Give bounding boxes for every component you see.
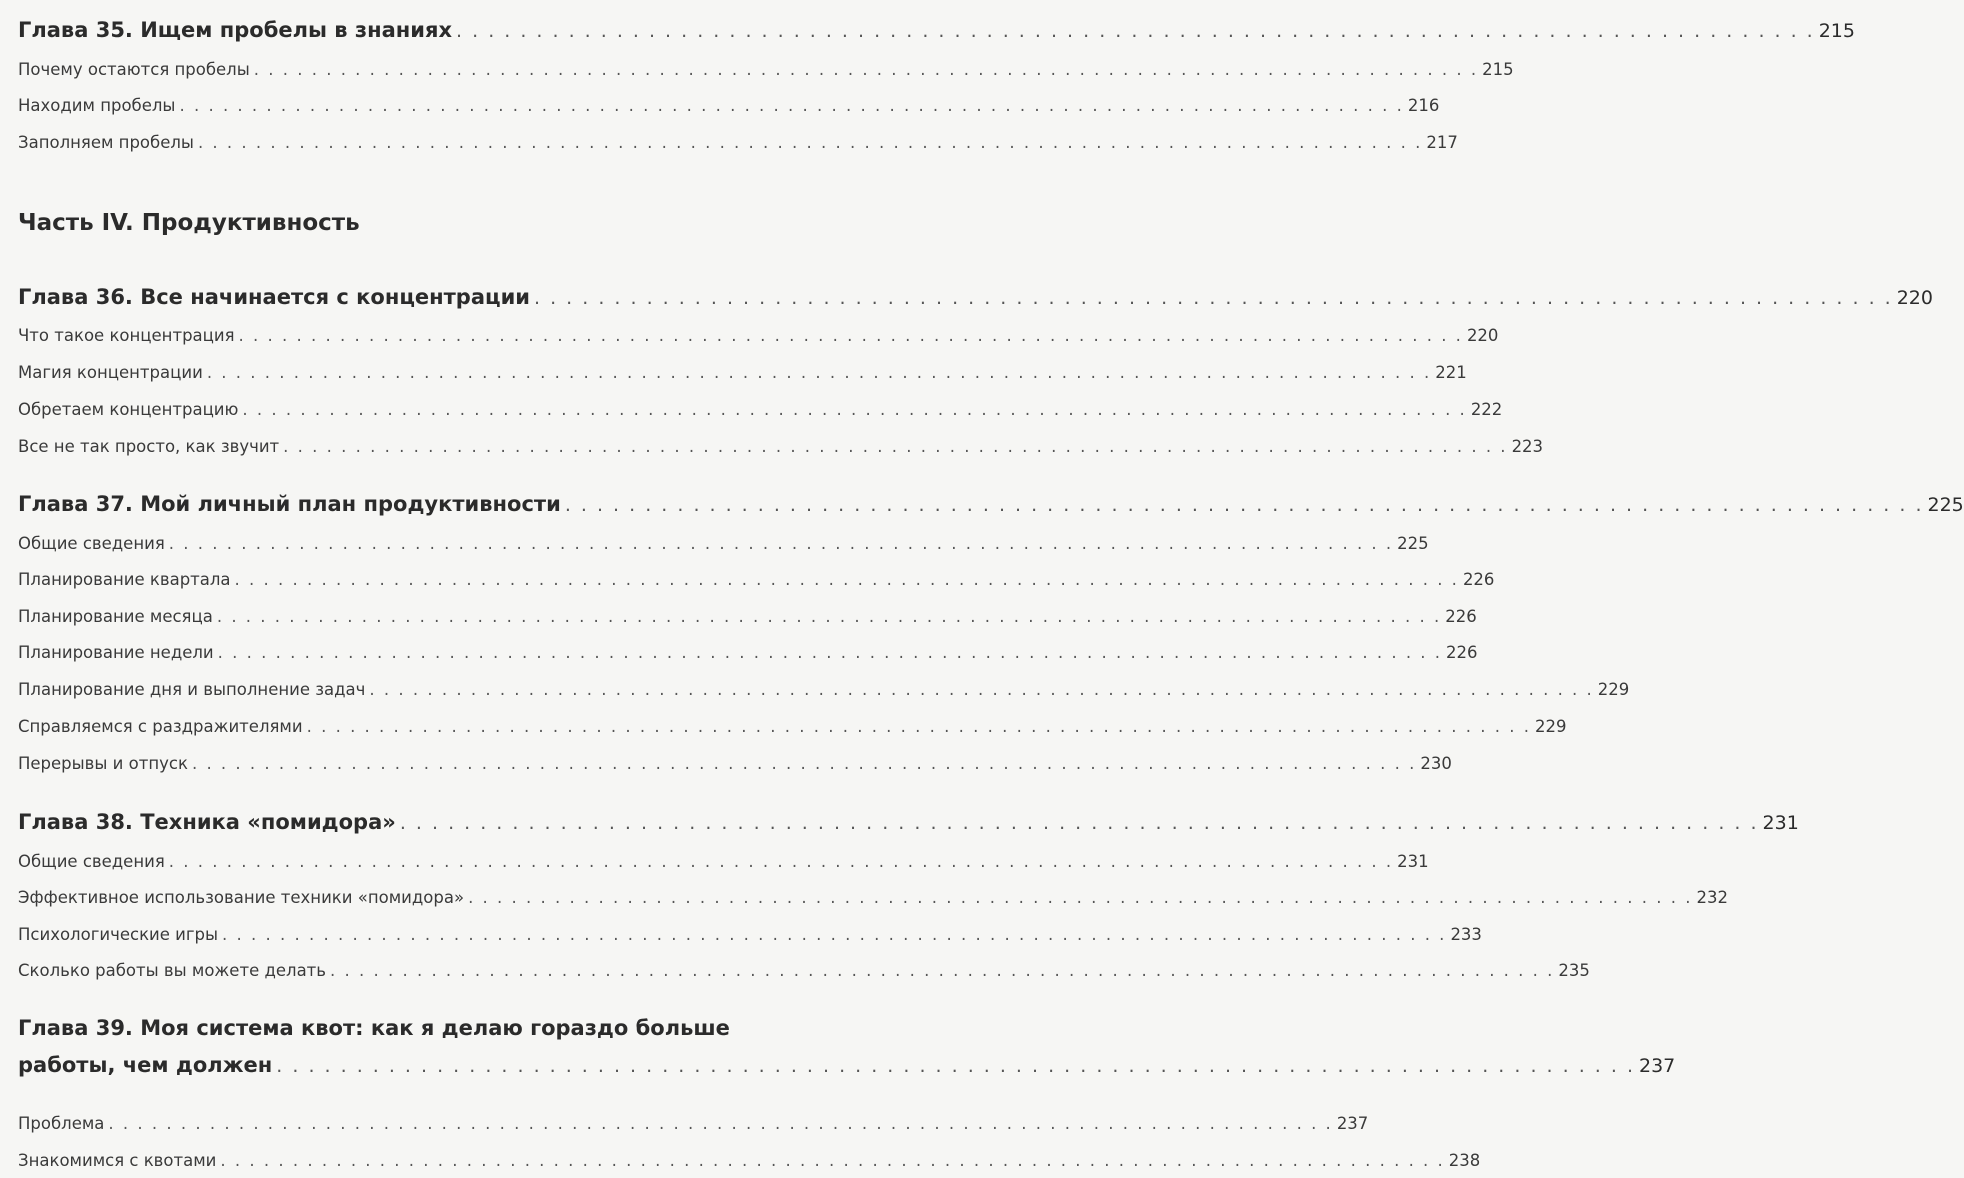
page-number: 226 <box>1462 570 1495 589</box>
dot-leader: . . . . . . . . . . . . . . . . . . . . . . . . . . . . . . . . . . . . . . . . . . . . . . . . . . . . . . . . . . . . . . . . . . . . . . . . . . . . . . . . . . . . . <box>399 812 1759 834</box>
page-number: 229 <box>1534 717 1567 736</box>
chapter-title: Глава 36. Все начинается с концентрации <box>18 285 531 309</box>
toc-chapter-entry[interactable] <box>18 285 1933 309</box>
toc-section-entry[interactable] <box>18 400 1503 419</box>
section-title: Проблема <box>18 1114 105 1133</box>
dot-leader: . . . . . . . . . . . . . . . . . . . . . . . . . . . . . . . . . . . . . . . . . . . . . . . . . . . . . . . . . . . . . . . . . . . . . . . . . . . . . . . . . . . . . <box>168 534 1394 553</box>
dot-leader: . . . . . . . . . . . . . . . . . . . . . . . . . . . . . . . . . . . . . . . . . . . . . . . . . . . . . . . . . . . . . . . . . . . . . . . . . . . . . . . . . . . . . <box>168 852 1394 871</box>
toc-section-entry[interactable] <box>18 570 1495 589</box>
page-number: 226 <box>1445 607 1477 626</box>
dot-leader: . . . . . . . . . . . . . . . . . . . . . . . . . . . . . . . . . . . . . . . . . . . . . . . . . . . . . . . . . . . . . . . . . . . . . . . . . . . . . . . . . . . . . <box>222 925 1447 944</box>
toc-section-entry[interactable] <box>18 925 1482 944</box>
toc-section-entry[interactable] <box>18 643 1478 662</box>
dot-leader: . . . . . . . . . . . . . . . . . . . . . . . . . . . . . . . . . . . . . . . . . . . . . . . . . . . . . . . . . . . . . . . . . . . . . . . . . . . . . . . . . . . . . <box>238 326 1463 345</box>
page-number: 217 <box>1426 133 1458 152</box>
page-number: 231 <box>1397 852 1429 871</box>
toc-section-entry[interactable] <box>18 888 1728 907</box>
page-number: 226 <box>1446 643 1478 662</box>
page-number: 237 <box>1336 1114 1369 1133</box>
toc-section-entry[interactable] <box>18 133 1458 152</box>
chapter-title-continued: работы, чем должен <box>18 1053 273 1077</box>
dot-leader: . . . . . . . . . . . . . . . . . . . . . . . . . . . . . . . . . . . . . . . . . . . . . . . . . . . . . . . . . . . . . . . . . . . . . . . . . . . . . . . . . . . . . <box>108 1114 1333 1133</box>
section-title: Знакомимся с квотами <box>18 1151 217 1170</box>
chapter-title: Глава 39. Моя система квот: как я делаю гораздо больше <box>18 1016 730 1040</box>
toc-section-entry[interactable] <box>18 326 1499 345</box>
section-title: Все не так просто, как звучит <box>18 437 280 456</box>
dot-leader: . . . . . . . . . . . . . . . . . . . . . . . . . . . . . . . . . . . . . . . . . . . . . . . . . . . . . . . . . . . . . . . . . . . . . . . . . . . . . . . . . . . . . <box>220 1151 1445 1170</box>
section-title: Обретаем концентрацию <box>18 400 239 419</box>
toc-section-entry[interactable] <box>18 1151 1481 1170</box>
page-number: 237 <box>1638 1055 1676 1077</box>
page-number: 220 <box>1896 287 1933 309</box>
page-number: 229 <box>1597 680 1630 699</box>
toc-section-entry[interactable] <box>18 961 1590 980</box>
toc-chapter-entry[interactable] <box>18 1053 1676 1077</box>
dot-leader: . . . . . . . . . . . . . . . . . . . . . . . . . . . . . . . . . . . . . . . . . . . . . . . . . . . . . . . . . . . . . . . . . . . . . . . . . . . . . . . . . . . . . <box>216 607 1442 626</box>
chapter-title: Глава 37. Мой личный план продуктивности <box>18 492 561 516</box>
dot-leader: . . . . . . . . . . . . . . . . . . . . . . . . . . . . . . . . . . . . . . . . . . . . . . . . . . . . . . . . . . . . . . . . . . . . . . . . . . . . . . . . . . . . . <box>564 494 1924 516</box>
page-number: 220 <box>1466 326 1499 345</box>
page-number: 215 <box>1818 20 1855 42</box>
toc-section-entry[interactable] <box>18 680 1630 699</box>
toc-chapter-entry[interactable] <box>18 810 1799 834</box>
toc-section-entry[interactable] <box>18 363 1467 382</box>
part-title: Часть IV. Продуктивность <box>18 210 360 236</box>
dot-leader: . . . . . . . . . . . . . . . . . . . . . . . . . . . . . . . . . . . . . . . . . . . . . . . . . . . . . . . . . . . . . . . . . . . . . . . . . . . . . . . . . . . . . <box>534 287 1893 309</box>
dot-leader: . . . . . . . . . . . . . . . . . . . . . . . . . . . . . . . . . . . . . . . . . . . . . . . . . . . . . . . . . . . . . . . . . . . . . . . . . . . . . . . . . . . . . <box>197 133 1423 152</box>
page-number: 222 <box>1470 400 1503 419</box>
page-number: 225 <box>1927 494 1964 516</box>
dot-leader: . . . . . . . . . . . . . . . . . . . . . . . . . . . . . . . . . . . . . . . . . . . . . . . . . . . . . . . . . . . . . . . . . . . . . . . . . . . . . . . . . . . . . <box>217 643 1443 662</box>
dot-leader: . . . . . . . . . . . . . . . . . . . . . . . . . . . . . . . . . . . . . . . . . . . . . . . . . . . . . . . . . . . . . . . . . . . . . . . . . . . . . . . . . . . . . <box>276 1055 1635 1077</box>
toc-section-entry[interactable] <box>18 607 1477 626</box>
dot-leader: . . . . . . . . . . . . . . . . . . . . . . . . . . . . . . . . . . . . . . . . . . . . . . . . . . . . . . . . . . . . . . . . . . . . . . . . . . . . . . . . . . . . . <box>242 400 1467 419</box>
section-title: Эффективное использование техники «помидора» <box>18 888 465 907</box>
dot-leader: . . . . . . . . . . . . . . . . . . . . . . . . . . . . . . . . . . . . . . . . . . . . . . . . . . . . . . . . . . . . . . . . . . . . . . . . . . . . . . . . . . . . . <box>191 754 1417 773</box>
page-number: 215 <box>1482 60 1514 79</box>
dot-leader: . . . . . . . . . . . . . . . . . . . . . . . . . . . . . . . . . . . . . . . . . . . . . . . . . . . . . . . . . . . . . . . . . . . . . . . . . . . . . . . . . . . . . <box>206 363 1432 382</box>
dot-leader: . . . . . . . . . . . . . . . . . . . . . . . . . . . . . . . . . . . . . . . . . . . . . . . . . . . . . . . . . . . . . . . . . . . . . . . . . . . . . . . . . . . . . <box>253 60 1479 79</box>
section-title: Планирование месяца <box>18 607 213 626</box>
page-number: 225 <box>1397 534 1429 553</box>
toc-section-entry[interactable] <box>18 754 1452 773</box>
page-number: 216 <box>1407 96 1440 115</box>
dot-leader: . . . . . . . . . . . . . . . . . . . . . . . . . . . . . . . . . . . . . . . . . . . . . . . . . . . . . . . . . . . . . . . . . . . . . . . . . . . . . . . . . . . . . <box>456 20 1815 42</box>
page-number: 221 <box>1435 363 1467 382</box>
chapter-title: Глава 35. Ищем пробелы в знаниях <box>18 18 453 42</box>
toc-section-entry[interactable] <box>18 437 1544 456</box>
section-title: Магия концентрации <box>18 363 203 382</box>
page-number: 231 <box>1762 812 1799 834</box>
toc-section-entry[interactable] <box>18 96 1440 115</box>
dot-leader: . . . . . . . . . . . . . . . . . . . . . . . . . . . . . . . . . . . . . . . . . . . . . . . . . . . . . . . . . . . . . . . . . . . . . . . . . . . . . . . . . . . . . <box>369 680 1594 699</box>
section-title: Планирование квартала <box>18 570 231 589</box>
toc-section-entry[interactable] <box>18 534 1429 553</box>
toc-section-entry[interactable] <box>18 60 1514 79</box>
page-number: 232 <box>1696 888 1728 907</box>
dot-leader: . . . . . . . . . . . . . . . . . . . . . . . . . . . . . . . . . . . . . . . . . . . . . . . . . . . . . . . . . . . . . . . . . . . . . . . . . . . . . . . . . . . . . <box>179 96 1404 115</box>
section-title: Сколько работы вы можете делать <box>18 961 327 980</box>
page-number: 223 <box>1511 437 1544 456</box>
page-number: 235 <box>1558 961 1590 980</box>
chapter-title: Глава 38. Техника «помидора» <box>18 810 396 834</box>
toc-chapter-entry[interactable] <box>18 18 1855 42</box>
dot-leader: . . . . . . . . . . . . . . . . . . . . . . . . . . . . . . . . . . . . . . . . . . . . . . . . . . . . . . . . . . . . . . . . . . . . . . . . . . . . . . . . . . . . . <box>234 570 1459 589</box>
dot-leader: . . . . . . . . . . . . . . . . . . . . . . . . . . . . . . . . . . . . . . . . . . . . . . . . . . . . . . . . . . . . . . . . . . . . . . . . . . . . . . . . . . . . . <box>283 437 1508 456</box>
dot-leader: . . . . . . . . . . . . . . . . . . . . . . . . . . . . . . . . . . . . . . . . . . . . . . . . . . . . . . . . . . . . . . . . . . . . . . . . . . . . . . . . . . . . . <box>468 888 1693 907</box>
page-number: 238 <box>1448 1151 1481 1170</box>
section-title: Планирование дня и выполнение задач <box>18 680 366 699</box>
section-title: Психологические игры <box>18 925 219 944</box>
toc-chapter-entry[interactable] <box>18 492 1964 516</box>
section-title: Планирование недели <box>18 643 214 662</box>
section-title: Справляемся с раздражителями <box>18 717 303 736</box>
section-title: Заполняем пробелы <box>18 133 194 152</box>
toc-section-entry[interactable] <box>18 852 1429 871</box>
section-title: Общие сведения <box>18 852 165 871</box>
dot-leader: . . . . . . . . . . . . . . . . . . . . . . . . . . . . . . . . . . . . . . . . . . . . . . . . . . . . . . . . . . . . . . . . . . . . . . . . . . . . . . . . . . . . . <box>306 717 1531 736</box>
section-title: Почему остаются пробелы <box>18 60 250 79</box>
toc-section-entry[interactable] <box>18 1114 1369 1133</box>
section-title: Находим пробелы <box>18 96 176 115</box>
page-number: 233 <box>1450 925 1482 944</box>
dot-leader: . . . . . . . . . . . . . . . . . . . . . . . . . . . . . . . . . . . . . . . . . . . . . . . . . . . . . . . . . . . . . . . . . . . . . . . . . . . . . . . . . . . . . <box>330 961 1555 980</box>
section-title: Что такое концентрация <box>18 326 235 345</box>
section-title: Перерывы и отпуск <box>18 754 188 773</box>
section-title: Общие сведения <box>18 534 165 553</box>
page-number: 230 <box>1420 754 1452 773</box>
toc-section-entry[interactable] <box>18 717 1567 736</box>
